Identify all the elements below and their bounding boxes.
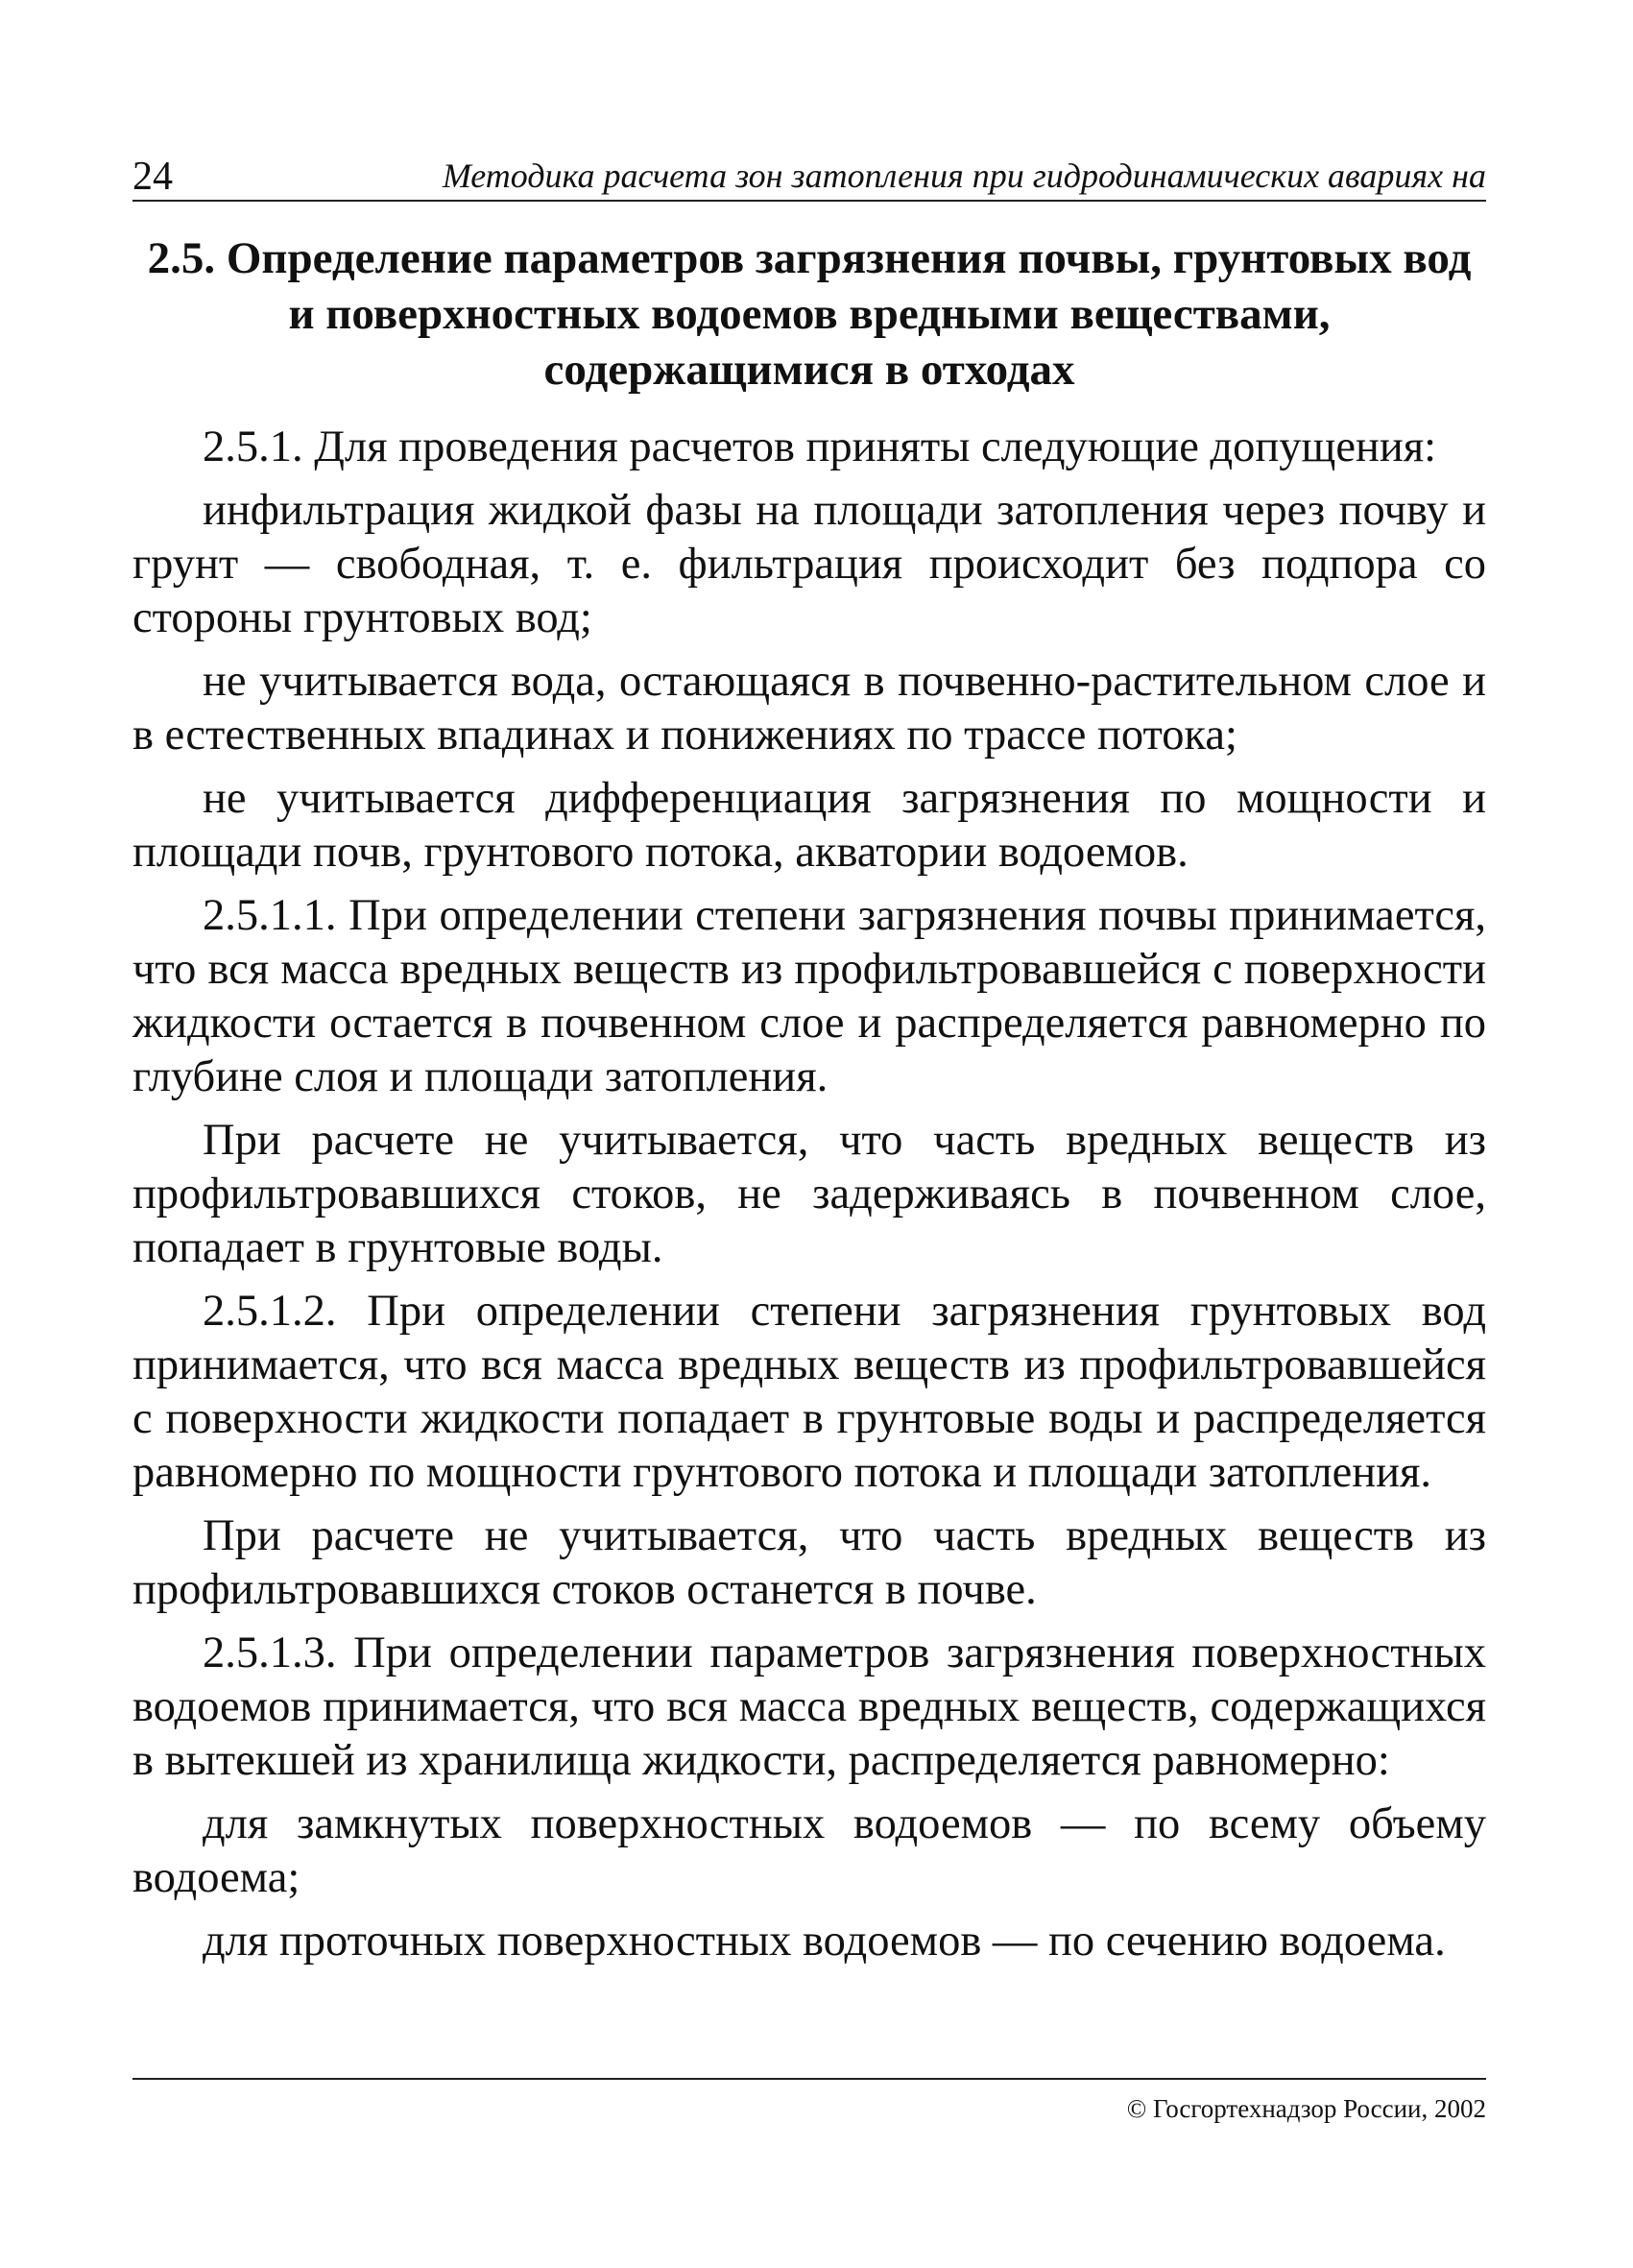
section-heading-line: содержащимися в отходах <box>543 345 1075 395</box>
paragraph-2-5-1-1: 2.5.1.1. При определении степени загрязнения почвы принимается, что вся масса вредных веществ из профильтровавшейся с поверхности жидкости остается в почвенном слое и распределяется равномерно по глубине слоя и площади затопления. <box>132 891 1486 1101</box>
running-title: Методика расчета зон затопления при гидродинамических авариях на <box>442 157 1486 195</box>
paragraph-flowing-reservoirs: для проточных поверхностных водоемов — по сечению водоема. <box>203 1917 1446 1966</box>
body-text <box>132 421 1486 1968</box>
paragraph-assumption-infiltration: инфильтрация жидкой фазы на площади затопления через почву и грунт — свободная, т. е. фильтрация происходит без подпора со стороны грунтовых вод; <box>132 486 1486 642</box>
page-number: 24 <box>132 155 173 199</box>
header-rule <box>132 200 1486 202</box>
paragraph-assumption-water: не учитывается вода, остающаяся в почвенно-растительном слое и в естественных впадинах и понижениях по трассе потока; <box>132 657 1486 760</box>
section-heading-line: и поверхностных водоемов вредными веществами, <box>288 289 1331 339</box>
paragraph-2-5-1-3: 2.5.1.3. При определении параметров загрязнения поверхностных водоемов принимается, что вся масса вредных веществ, содержащихся в вытекшей из хранилища жидкости, распределяется равномерно: <box>132 1629 1486 1785</box>
paragraph-groundwater-note: При расчете не учитывается, что часть вредных веществ из профильтровавшихся стоков останется в почве. <box>132 1511 1486 1614</box>
running-header <box>132 144 1486 202</box>
footer-copyright: © Госгортехнадзор России, 2002 <box>1126 2094 1486 2123</box>
paragraph-assumption-differentiation: не учитывается дифференциация загрязнения по мощности и площади почв, грунтового потока, акватории водоемов. <box>132 774 1486 877</box>
section-heading-line: 2.5. Определение параметров загрязнения почвы, грунтовых вод <box>147 233 1472 283</box>
paragraph-closed-reservoirs: для замкнутых поверхностных водоемов — по всему объему водоема; <box>132 1799 1486 1902</box>
paragraph-2-5-1-2: 2.5.1.2. При определении степени загрязнения грунтовых вод принимается, что вся масса вредных веществ из профильтровавшейся с поверхности жидкости попадает в грунтовые воды и распределяется равномерно по мощности грунтового потока и площади затопления. <box>132 1287 1486 1497</box>
paragraph-2-5-1: 2.5.1. Для проведения расчетов приняты следующие допущения: <box>203 422 1437 471</box>
paragraph-soil-note: При расчете не учитывается, что часть вредных веществ из профильтровавшихся стоков, не задерживаясь в почвенном слое, попадает в грунтовые воды. <box>132 1116 1486 1272</box>
section-heading <box>132 230 1486 398</box>
footer-rule <box>132 2078 1486 2080</box>
